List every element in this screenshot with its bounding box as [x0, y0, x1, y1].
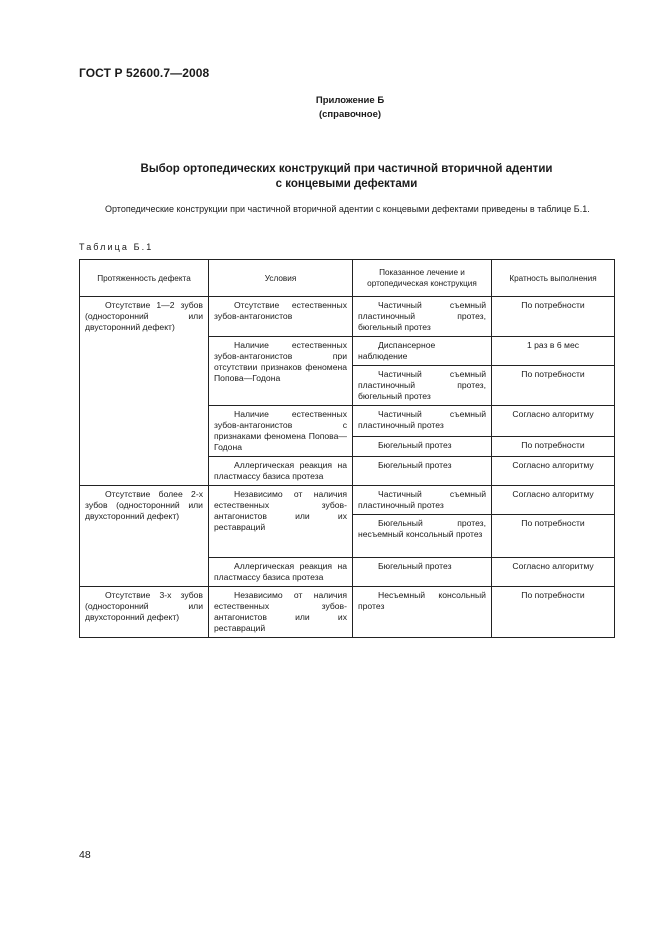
treatment-cell: Бюгельный протез	[353, 558, 492, 587]
table-row	[80, 486, 615, 515]
table-header-row	[80, 260, 615, 297]
table-row	[80, 297, 615, 337]
treatment-cell: Частичный съемный пластиночный протез, бюгельный протез	[353, 297, 492, 337]
condition-cell: Аллергическая реакция на пластмассу базиса протеза	[209, 558, 353, 587]
annex-title: Приложение Б	[315, 95, 385, 106]
condition-cell: Наличие естественных зубов-антагонистов при отсутствии признаков феномена Попова—Годона	[209, 337, 353, 406]
header-frequency: Кратность выполнения	[492, 260, 615, 297]
condition-cell: Отсутствие естественных зубов-антагонистов	[209, 297, 353, 337]
section-title	[79, 162, 614, 192]
table-row	[80, 587, 615, 638]
header-conditions: Условия	[209, 260, 353, 297]
frequency-cell: Согласно алгоритму	[492, 558, 615, 587]
frequency-cell: По потребности	[492, 437, 615, 457]
condition-cell: Независимо от наличия естественных зубов-антагонистов или их реставраций	[209, 486, 353, 558]
frequency-cell: По потребности	[492, 297, 615, 337]
condition-cell: Независимо от наличия естественных зубов-антагонистов или их реставраций	[209, 587, 353, 638]
frequency-cell: Согласно алгоритму	[492, 486, 615, 515]
annex-type: (справочное)	[318, 109, 382, 120]
treatment-cell: Бюгельный протез, несъемный консольный протез	[353, 515, 492, 558]
condition-cell: Аллергическая реакция на пластмассу базиса протеза	[209, 457, 353, 486]
section-title-line2: с концевыми дефектами	[275, 178, 418, 190]
header-treatment: Показанное лечение и ортопедическая конструкция	[353, 260, 492, 297]
frequency-cell: По потребности	[492, 366, 615, 406]
page-number: 48	[79, 849, 91, 861]
prosthetics-table	[79, 259, 615, 638]
defect-cell: Отсутствие 3-х зубов (односторонний или двухсторонний дефект)	[80, 587, 209, 638]
treatment-cell: Диспансерное наблюдение	[353, 337, 492, 366]
frequency-cell: По потребности	[492, 587, 615, 638]
treatment-cell: Несъемный консольный протез	[353, 587, 492, 638]
section-title-line1: Выбор ортопедических конструкций при частичной вторичной адентии	[140, 163, 553, 175]
frequency-cell: Согласно алгоритму	[492, 406, 615, 437]
defect-cell: Отсутствие более 2-х зубов (односторонний или двухсторонний дефект)	[80, 486, 209, 587]
table-caption: Таблица Б.1	[79, 242, 154, 252]
treatment-cell: Частичный съемный пластиночный протез	[353, 486, 492, 515]
treatment-cell: Частичный съемный пластиночный протез	[353, 406, 492, 437]
treatment-cell: Частичный съемный пластиночный протез, бюгельный протез	[353, 366, 492, 406]
condition-cell: Наличие естественных зубов-антагонистов с признаками феномена Попова—Годона	[209, 406, 353, 457]
intro-paragraph: Ортопедические конструкции при частичной вторичной адентии с концевыми дефектами приведены в таблице Б.1.	[105, 204, 590, 214]
defect-cell: Отсутствие 1—2 зубов (односторонний или двусторонний дефект)	[80, 297, 209, 486]
annex-heading	[0, 94, 661, 122]
treatment-cell: Бюгельный протез	[353, 437, 492, 457]
treatment-cell: Бюгельный протез	[353, 457, 492, 486]
frequency-cell: 1 раз в 6 мес	[492, 337, 615, 366]
header-defect: Протяженность дефекта	[80, 260, 209, 297]
frequency-cell: Согласно алгоритму	[492, 457, 615, 486]
document-header: ГОСТ Р 52600.7—2008	[79, 66, 210, 80]
frequency-cell: По потребности	[492, 515, 615, 558]
